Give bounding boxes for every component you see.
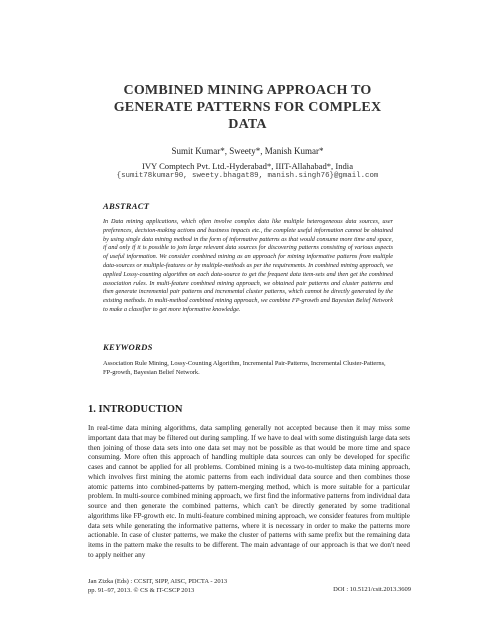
footer-line: Jan Zizka (Eds) : CCSIT, SIPP, AISC, PDCTA - 2013 [88,578,228,585]
footer-citation [88,577,227,595]
authors: Sumit Kumar*, Sweety*, Manish Kumar* [171,146,324,156]
abstract-heading: ABSTRACT [103,201,150,211]
keywords-text: Association Rule Mining, Lossy-Counting Algorithm, Incremental Pair-Patterns, Incremental Cluster-Patterns, FP-growth, Bayesian Belief Network. [103,360,386,376]
author-emails: {sumit78kumar90, sweety.bhagat89, manish.singh76}@gmail.com [116,172,379,180]
footer-doi: DOI : 10.5121/csit.2013.3609 [333,586,411,593]
abstract-text: In Data mining applications, which often involve complex data like multiple heterogeneous data sources, user preferences, decision-making actions and business impacts etc., the complete useful information cannot be obtained by using single data mining method in the form of informative patterns as that would consume more time and space, if and only if it is possible to join large relevant data sources for discovering patterns consisting of various aspects of useful information. We consider combined mining as an approach for mining informative patterns from multiple data-sources or multiple-features or by multiple-methods as per the requirements. In combined mining approach, we applied Lossy-counting algorithm on each data-source to get the frequent data item-sets and then get the combined association rules. In multi-feature combined mining approach, we obtained pair patterns and cluster patterns and then generate incremental pair patterns and incremental cluster patterns, which cannot be directly generated by the existing methods. In multi-method combined mining approach, we combine FP-growth and Bayesian Belief Network to make a classifier to get more informative knowledge. [103,218,393,313]
keywords-heading: KEYWORDS [103,342,153,352]
introduction-text: In real-time data mining algorithms, data sampling generally not accepted because then it may miss some important data that may be filtered out during sampling. If we have to deal with some distinguish large data sets then joining of those data sets into one data set may not be possible as that would be more time and space consuming. More often this approach of handling multiple data sources can only be developed for specific cases and cannot be applied for all problems. Combined mining is a two-to-multistep data mining approach, which involves first mining the atomic patterns from each individual data source and then combines those atomic patterns into combined-patterns by pattern-merging method, which is more suitable for a particular problem. In multi-source combined mining approach, we first find the informative patterns from individual data source and then generate the combined patterns, which can't be directly generated by some traditional algorithms like FP-growth etc. In multi-feature combined mining approach, we consider features from multiple data sets while generating the informative patterns, where it is necessary in order to make the patterns more actionable. In case of cluster patterns, we make the cluster of patterns with same prefix but the remaining data items in the pattern make the results to be different. The main advantage of our approach is that we don't need to apply neither any [88,424,410,559]
section-heading: 1. INTRODUCTION [88,404,183,415]
title-line: DATA [228,117,267,132]
title-line: COMBINED MINING APPROACH TO [123,83,372,98]
footer-line: pp. 91–97, 2013. © CS & IT-CSCP 2013 [88,587,195,594]
paper-title [60,82,435,133]
affiliation: IVY Comptech Pvt. Ltd.-Hyderabad*, IIIT-Allahabad*, India [141,161,354,171]
title-line: GENERATE PATTERNS FOR COMPLEX [113,100,382,115]
